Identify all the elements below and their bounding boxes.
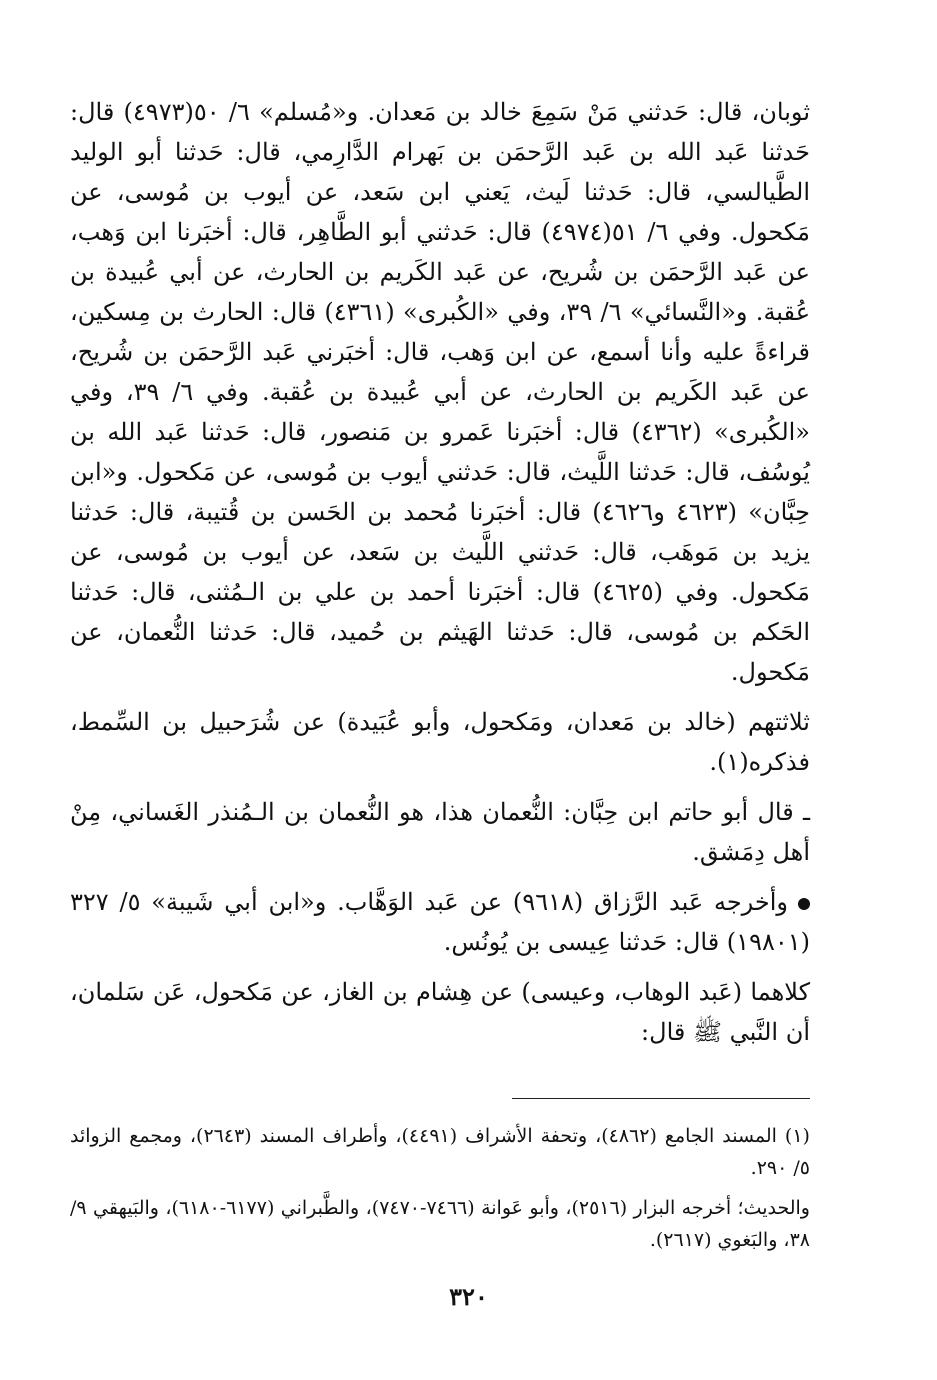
footnote-divider (512, 1098, 810, 1099)
footnote-2: والحديث؛ أخرجه البزار (٢٥١٦)، وأبو عَوانة (٧٤٦٦-٧٤٧٠)، والطَّبراني (٦١٧٧-٦١٨٠)، والبَيهقي ٩/ ٣٨، والبَغوي (٢٦١٧). (70, 1197, 810, 1251)
page-number: ٣٢٠ (449, 1282, 488, 1311)
paragraph-4 (70, 882, 810, 962)
body-text (70, 92, 810, 1052)
paragraph-3: ـ قال أبو حاتم ابن حِبَّان: النُّعمان هذا، هو النُّعمان بن الـمُنذر الغَساني، مِنْ أهل دِمَشق. (70, 798, 810, 866)
paragraph-5: كلاهما (عَبد الوهاب، وعيسى) عن هِشام بن الغاز، عن مَكحول، عَن سَلمان، أن النَّبي ﷺ قال: (70, 978, 810, 1046)
bullet-icon (798, 898, 810, 910)
main-text (70, 92, 810, 1052)
paragraph-4-text: وأخرجه عَبد الرَّزاق (٩٦١٨) عن عَبد الوَهَّاب. و«ابن أبي شَيبة» ٥/ ٣٢٧ (١٩٨٠١) قال: حَدثنا عِيسى بن يُونُس. (70, 888, 810, 956)
footnotes (70, 1120, 810, 1264)
paragraph-2: ثلاثتهم (خالد بن مَعدان، ومَكحول، وأبو عُبَيدة) عن شُرَحبيل بن السِّمط، فذكره(١). (70, 708, 810, 776)
footnote-1: (١) المسند الجامع (٤٨٦٢)، وتحفة الأشراف (٤٤٩١)، وأطراف المسند (٢٦٤٣)، ومجمع الزوائد ٥/ ٢٩٠. (70, 1125, 810, 1179)
paragraph-1: ثوبان، قال: حَدثني مَنْ سَمِعَ خالد بن مَعدان. و«مُسلم» ٦/ ٥٠(٤٩٧٣) قال: حَدثنا عَبد الله بن عَبد الرَّحمَن بن بَهرام الدَّارِمي، قال: حَدثنا أبو الوليد الطَّيالسي، قال: حَدثنا لَيث، يَعني ابن سَعد، عن أيوب بن مُوسى، عن مَكحول. وفي ٦/ ٥١(٤٩٧٤) قال: حَدثني أبو الطَّاهِر، قال: أخبَرنا ابن وَهب، عن عَبد الرَّحمَن بن شُريح، عن عَبد الكَريم بن الحارث، عن أبي عُبيدة بن عُقبة. و«النَّسائي» ٦/ ٣٩، وفي «الكُبرى» (٤٣٦١) قال: الحارث بن مِسكين، قراءةً عليه وأنا أسمع، عن ابن وَهب، قال: أخبَرني عَبد الرَّحمَن بن شُريح، عن عَبد الكَريم بن الحارث، عن أبي عُبيدة بن عُقبة. وفي ٦/ ٣٩، وفي «الكُبرى» (٤٣٦٢) قال: أخبَرنا عَمرو بن مَنصور، قال: حَدثنا عَبد الله بن يُوسُف، قال: حَدثنا اللَّيث، قال: حَدثني أيوب بن مُوسى، عن مَكحول. و«ابن حِبَّان» (٤٦٢٣ و٤٦٢٦) قال: أخبَرنا مُحمد بن الحَسن بن قُتيبة، قال: حَدثنا يزيد بن مَوهَب، قال: حَدثني اللَّيث بن سَعد، عن أيوب بن مُوسى، عن مَكحول. وفي (٤٦٢٥) قال: أخبَرنا أحمد بن علي بن الـمُثنى، قال: حَدثنا الحَكم بن مُوسى، قال: حَدثنا الهَيثم بن حُميد، قال: حَدثنا النُّعمان، عن مَكحول. (70, 98, 811, 686)
